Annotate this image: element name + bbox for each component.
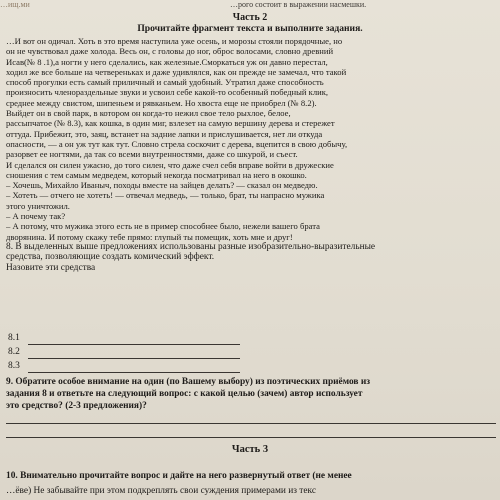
header-fragment-right: …рого состоит в выражении насмешки. [230,0,367,9]
question-9-cont: задания 8 и ответьте на следующий вопрос: с какой целью (зачем) автор использует [6,389,363,399]
text-line: – А почему так? [6,211,66,222]
answer-label-8-1: 8.1 [8,333,20,343]
answer-line-8-1[interactable] [28,344,240,345]
text-line: сношения с тем самым медведем, который некогда посматривал на него в окошко. [6,169,307,180]
fragment-text [6,36,496,273]
answer-label-8-2: 8.2 [8,347,20,357]
text-line: этого уничтожил. [6,200,70,211]
part3-title: Часть 3 [231,444,269,455]
text-line: способ прогулки есть самый приличный и самый удобный. Утратил даже способность [6,77,324,88]
text-line: дворянина. И потому скажу тебе прямо: глупый ты помещик, хоть мне и друг! [6,231,293,242]
answer-line-8-2[interactable] [28,358,240,359]
text-line: Исав(№ 8 .1),а ногти у него сделались, как железные.Сморкаться уж он давно перестал, [6,56,328,67]
header-fragment-left: …ищ.ми [0,0,30,9]
question-9: 9. Обратите особое внимание на один (по Вашему выбору) из поэтических приёмов из [6,377,371,387]
answer-line-9[interactable] [6,423,496,424]
part2-title: Часть 2 [232,12,268,23]
text-line: – А потому, что мужика этого есть не в пример способнее было, нежели вашего брата [6,221,320,232]
header-fragment [0,0,500,9]
text-line: он не чувствовал даже холода. Весь он, с головы до ног, оброс волосами, словно древний [6,46,334,57]
text-line: произносить членораздельные звуки и усвоил себе какой-то особенный победный клик, [6,87,329,98]
text-line: рассыпчатое (№ 8.3), как кошка, в один миг, взлезет на самую вершину дерева и стережет [6,118,335,129]
text-line: разорвет ее ногтями, да так со всеми внутренностями, даже со шкурой, и съест. [6,149,298,160]
text-line: – Хотеть — отчего не хотеть! — отвечал медведь, — только, брат, ты напрасно мужика [6,190,325,201]
text-line: …И вот он одичал. Хоть в это время наступила уже осень, и морозы стояли порядочные, но [6,36,343,46]
answer-label-8-3: 8.3 [8,361,20,371]
question-8-cont: средства, позволяющие создать комический эффект. [6,252,215,263]
text-line: среднее между свистом, шипеньем и рявканьем. Но хвоста еще не приобрел (№ 8.2). [6,97,317,108]
part2-task: Прочитайте фрагмент текста и выполните задания. [137,23,363,34]
question-10: 10. Внимательно прочитайте вопрос и дайте на него развернутый ответ (не менее [6,471,352,481]
answer-line-8-3[interactable] [28,372,240,373]
question-8-prompt: Назовите эти средства [6,262,96,273]
question-9-end: это средство? (2-3 предложения)? [6,401,147,411]
text-line: – Хочешь, Михайло Иваныч, походы вместе на зайцев делать? — сказал он медведю. [6,180,318,191]
text-line: Выйдет он в свой парк, в котором он когда-то нежил свое тело рыхлое, белое, [6,108,291,119]
question-8: 8. В выделенных выше предложениях использованы разные изобразительно-выразительные [6,241,376,252]
question-10-cont: …ёве) Не забывайте при этом подкреплять свои суждения примерами из текс [6,486,317,496]
text-line: ходил же все больше на четвереньках и даже удивлялся, как он прежде не замечал, что такой [6,66,347,77]
text-line: И сделался он силен ужасно, до того силен, что даже счел себя вправе войти в дружеские [6,159,334,170]
answer-line-9[interactable] [6,437,496,438]
text-line: опасности, — а он уж тут как тут. Словно стрела соскочит с дерева, вцепится в свою добычу, [6,138,348,149]
text-line: оттуда. Прибежит, это, заяц, встанет на задние лапки и прислушивается, нет ли откуда [6,128,323,139]
